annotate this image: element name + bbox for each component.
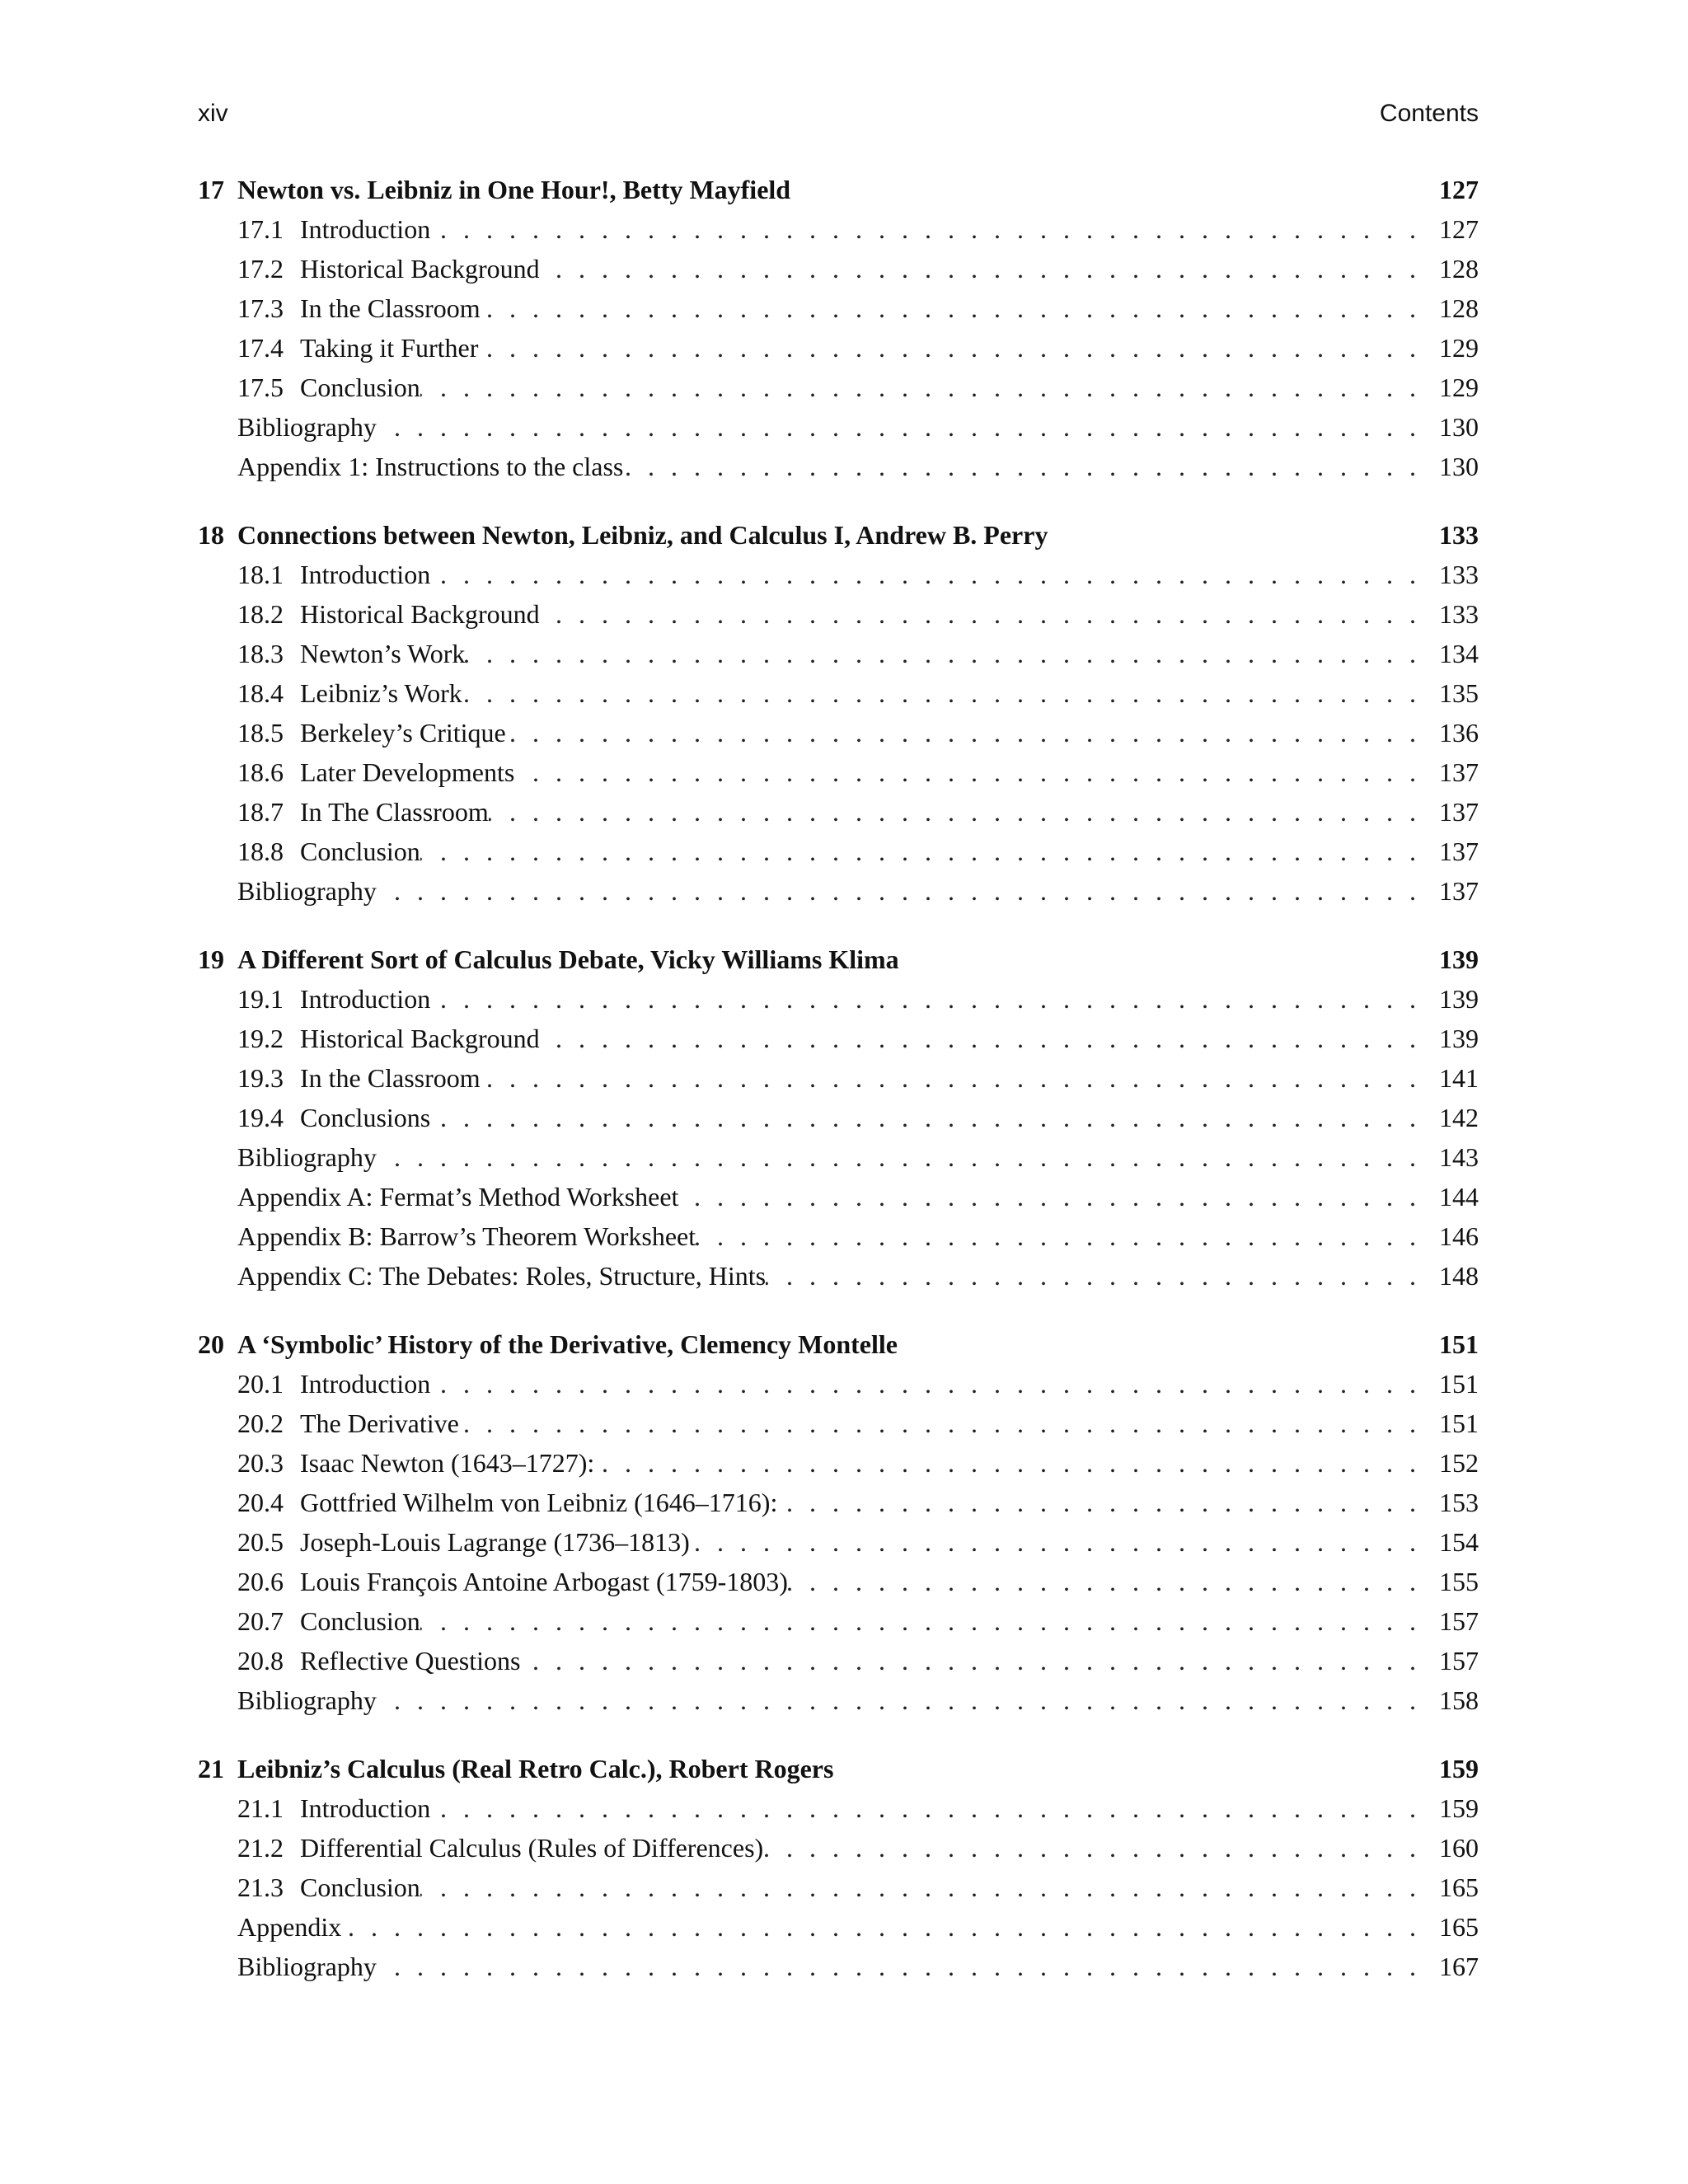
section-page-number: 133 — [1439, 560, 1479, 589]
section-page-number: 151 — [1439, 1369, 1479, 1399]
toc-entry[interactable] — [198, 1098, 1479, 1137]
section-number: 18.7 — [237, 797, 284, 827]
section-title: Berkeley’s Critique — [300, 718, 506, 748]
section-title: Appendix A: Fermat’s Method Worksheet — [237, 1182, 679, 1212]
toc-entry[interactable] — [198, 1522, 1479, 1562]
section-page-number: 165 — [1439, 1872, 1479, 1902]
dot-leader — [420, 1868, 1429, 1907]
dot-leader — [788, 1562, 1429, 1601]
chapter-page-number: 127 — [1439, 175, 1479, 204]
chapter-page-number: 133 — [1439, 520, 1479, 550]
dot-leader — [420, 368, 1429, 407]
toc-entry[interactable] — [198, 1868, 1479, 1907]
section-title: Historical Background — [300, 599, 540, 629]
section-title: Conclusion — [300, 837, 420, 866]
section-page-number: 155 — [1439, 1567, 1479, 1596]
chapter-number: 20 — [198, 1329, 224, 1359]
toc-entry[interactable] — [198, 1680, 1479, 1720]
section-title: Introduction — [300, 1369, 431, 1399]
page-header — [198, 97, 1479, 130]
section-number: 20.5 — [237, 1527, 284, 1557]
section-page-number: 157 — [1439, 1606, 1479, 1636]
chapter-number: 18 — [198, 520, 224, 550]
dot-leader — [377, 871, 1429, 911]
section-page-number: 165 — [1439, 1912, 1479, 1942]
toc-entry[interactable] — [198, 1058, 1479, 1098]
section-page-number: 130 — [1439, 452, 1479, 481]
section-page-number: 134 — [1439, 639, 1479, 668]
section-title: Bibliography — [237, 412, 377, 442]
toc-entry[interactable] — [198, 555, 1479, 594]
toc-entry[interactable] — [198, 673, 1479, 713]
section-number: 20.4 — [237, 1488, 284, 1517]
toc-entry[interactable] — [198, 1137, 1479, 1177]
section-page-number: 133 — [1439, 599, 1479, 629]
section-page-number: 143 — [1439, 1142, 1479, 1172]
dot-leader — [478, 328, 1429, 368]
toc-entry[interactable] — [198, 328, 1479, 368]
dot-leader — [420, 832, 1429, 871]
toc-entry[interactable] — [198, 368, 1479, 407]
section-number: 20.3 — [237, 1448, 284, 1478]
dot-leader — [540, 249, 1429, 288]
section-number: 18.1 — [237, 560, 284, 589]
toc-entry[interactable] — [198, 1177, 1479, 1216]
toc-chapter — [198, 1749, 1479, 1986]
section-number: 21.2 — [237, 1833, 284, 1863]
chapter-heading[interactable] — [198, 1324, 1479, 1364]
toc-entry[interactable] — [198, 832, 1479, 871]
toc-entry[interactable] — [198, 871, 1479, 911]
section-page-number: 135 — [1439, 678, 1479, 708]
dot-leader — [763, 1828, 1429, 1868]
section-number: 18.8 — [237, 837, 284, 866]
dot-leader — [489, 792, 1429, 832]
dot-leader — [377, 407, 1429, 447]
section-page-number: 153 — [1439, 1488, 1479, 1517]
section-title: Appendix B: Barrow’s Theorem Worksheet — [237, 1221, 696, 1251]
table-of-contents — [198, 170, 1479, 2015]
section-number: 19.4 — [237, 1103, 284, 1132]
chapter-page-number: 151 — [1439, 1329, 1479, 1359]
section-title: The Derivative — [300, 1408, 459, 1438]
dot-leader — [506, 713, 1429, 752]
toc-entry[interactable] — [198, 407, 1479, 447]
section-title: In the Classroom — [300, 1063, 481, 1093]
toc-entry[interactable] — [198, 1019, 1479, 1058]
section-title: Differential Calculus (Rules of Differences) — [300, 1833, 764, 1863]
dot-leader — [430, 979, 1429, 1019]
section-title: Taking it Further — [300, 333, 479, 363]
chapter-page-number: 139 — [1439, 944, 1479, 974]
section-title: Introduction — [300, 214, 431, 244]
dot-leader — [430, 209, 1429, 249]
dot-leader — [678, 1177, 1429, 1216]
section-number: 20.1 — [237, 1369, 284, 1399]
toc-entry[interactable] — [198, 979, 1479, 1019]
dot-leader — [696, 1216, 1429, 1256]
section-title: Introduction — [300, 1793, 431, 1823]
dot-leader — [430, 555, 1429, 594]
section-page-number: 160 — [1439, 1833, 1479, 1863]
section-title: Gottfried Wilhelm von Leibniz (1646–1716): — [300, 1488, 778, 1517]
section-number: 18.5 — [237, 718, 284, 748]
toc-entry[interactable] — [198, 1947, 1479, 1986]
section-page-number: 158 — [1439, 1685, 1479, 1715]
section-page-number: 144 — [1439, 1182, 1479, 1212]
section-page-number: 136 — [1439, 718, 1479, 748]
section-page-number: 129 — [1439, 373, 1479, 402]
section-title: Leibniz’s Work — [300, 678, 462, 708]
section-title: Conclusion — [300, 1606, 420, 1636]
toc-entry[interactable] — [198, 1364, 1479, 1404]
toc-entry[interactable] — [198, 1828, 1479, 1868]
dot-leader — [341, 1907, 1429, 1947]
section-number: 18.2 — [237, 599, 284, 629]
section-number: 18.6 — [237, 757, 284, 787]
chapter-heading[interactable] — [198, 515, 1479, 555]
dot-leader — [465, 634, 1429, 673]
dot-leader — [481, 1058, 1429, 1098]
toc-entry[interactable] — [198, 752, 1479, 792]
section-page-number: 148 — [1439, 1261, 1479, 1291]
dot-leader — [430, 1364, 1429, 1404]
dot-leader — [777, 1483, 1429, 1522]
section-number: 17.2 — [237, 254, 284, 284]
section-title: Appendix — [237, 1912, 342, 1942]
chapter-number: 19 — [198, 944, 224, 974]
section-title: Reflective Questions — [300, 1646, 521, 1675]
section-page-number: 137 — [1439, 876, 1479, 906]
section-title: Bibliography — [237, 1142, 377, 1172]
section-title: Louis François Antoine Arbogast (1759-1803) — [300, 1567, 788, 1596]
section-title: Newton’s Work — [300, 639, 466, 668]
dot-leader — [540, 1019, 1429, 1058]
dot-leader — [623, 447, 1429, 486]
section-title: Appendix C: The Debates: Roles, Structure, Hints — [237, 1261, 767, 1291]
toc-entry[interactable] — [198, 288, 1479, 328]
toc-entry[interactable] — [198, 594, 1479, 634]
toc-entry[interactable] — [198, 1907, 1479, 1947]
section-number: 20.6 — [237, 1567, 284, 1596]
section-page-number: 128 — [1439, 293, 1479, 323]
section-title: Isaac Newton (1643–1727): — [300, 1448, 595, 1478]
section-page-number: 139 — [1439, 984, 1479, 1014]
section-number: 17.4 — [237, 333, 284, 363]
dot-leader — [420, 1601, 1429, 1641]
toc-entry[interactable] — [198, 1483, 1479, 1522]
chapter-title: A ‘Symbolic’ History of the Derivative, Clemency Montelle — [237, 1329, 898, 1359]
toc-entry[interactable] — [198, 1256, 1479, 1296]
dot-leader — [481, 288, 1429, 328]
section-title: Conclusions — [300, 1103, 431, 1132]
chapter-heading[interactable] — [198, 940, 1479, 979]
section-title: Bibliography — [237, 1952, 377, 1981]
section-page-number: 142 — [1439, 1103, 1479, 1132]
toc-entry[interactable] — [198, 1443, 1479, 1483]
section-page-number: 167 — [1439, 1952, 1479, 1981]
section-title: Historical Background — [300, 254, 540, 284]
dot-leader — [459, 1404, 1429, 1443]
section-number: 18.3 — [237, 639, 284, 668]
section-number: 19.3 — [237, 1063, 284, 1093]
section-number: 21.3 — [237, 1872, 284, 1902]
dot-leader — [430, 1098, 1429, 1137]
dot-leader — [520, 1641, 1429, 1680]
toc-entry[interactable] — [198, 792, 1479, 832]
section-number: 20.2 — [237, 1408, 284, 1438]
chapter-title: A Different Sort of Calculus Debate, Vicky Williams Klima — [237, 944, 899, 974]
toc-entry[interactable] — [198, 209, 1479, 249]
chapter-heading[interactable] — [198, 170, 1479, 209]
section-title: Introduction — [300, 560, 431, 589]
section-title: Bibliography — [237, 876, 377, 906]
section-page-number: 139 — [1439, 1024, 1479, 1053]
dot-leader — [594, 1443, 1429, 1483]
toc-entry[interactable] — [198, 447, 1479, 486]
section-number: 21.1 — [237, 1793, 284, 1823]
section-title: Introduction — [300, 984, 431, 1014]
section-page-number: 128 — [1439, 254, 1479, 284]
section-title: Appendix 1: Instructions to the class — [237, 452, 624, 481]
dot-leader — [377, 1680, 1429, 1720]
section-title: Joseph-Louis Lagrange (1736–1813) — [300, 1527, 690, 1557]
section-number: 20.7 — [237, 1606, 284, 1636]
section-title: Later Developments — [300, 757, 515, 787]
toc-chapter — [198, 1324, 1479, 1720]
section-page-number: 137 — [1439, 837, 1479, 866]
section-page-number: 137 — [1439, 757, 1479, 787]
chapter-number: 21 — [198, 1754, 224, 1783]
toc-entry[interactable] — [198, 1404, 1479, 1443]
section-number: 19.2 — [237, 1024, 284, 1053]
page-number: xiv — [198, 100, 228, 127]
section-page-number: 137 — [1439, 797, 1479, 827]
section-title: In The Classroom — [300, 797, 489, 827]
section-page-number: 146 — [1439, 1221, 1479, 1251]
section-number: 17.5 — [237, 373, 284, 402]
dot-leader — [766, 1256, 1429, 1296]
section-title: Conclusion — [300, 373, 420, 402]
dot-leader — [690, 1522, 1429, 1562]
section-number: 20.8 — [237, 1646, 284, 1675]
chapter-heading[interactable] — [198, 1749, 1479, 1788]
toc-entry[interactable] — [198, 1788, 1479, 1828]
section-number: 18.4 — [237, 678, 284, 708]
dot-leader — [430, 1788, 1429, 1828]
toc-entry[interactable] — [198, 713, 1479, 752]
chapter-title: Newton vs. Leibniz in One Hour!, Betty Mayfield — [237, 175, 791, 204]
chapter-number: 17 — [198, 175, 224, 204]
dot-leader — [540, 594, 1429, 634]
chapter-page-number: 159 — [1439, 1754, 1479, 1783]
section-number: 17.3 — [237, 293, 284, 323]
section-page-number: 130 — [1439, 412, 1479, 442]
toc-chapter — [198, 170, 1479, 486]
section-page-number: 141 — [1439, 1063, 1479, 1093]
section-number: 19.1 — [237, 984, 284, 1014]
dot-leader — [462, 673, 1429, 713]
toc-entry[interactable] — [198, 1601, 1479, 1641]
section-page-number: 129 — [1439, 333, 1479, 363]
section-page-number: 152 — [1439, 1448, 1479, 1478]
section-page-number: 151 — [1439, 1408, 1479, 1438]
section-page-number: 159 — [1439, 1793, 1479, 1823]
section-title: Conclusion — [300, 1872, 420, 1902]
section-title: Bibliography — [237, 1685, 377, 1715]
toc-entry[interactable] — [198, 249, 1479, 288]
dot-leader — [377, 1947, 1429, 1986]
running-title: Contents — [1379, 100, 1479, 127]
section-title: In the Classroom — [300, 293, 481, 323]
section-page-number: 127 — [1439, 214, 1479, 244]
chapter-title: Connections between Newton, Leibniz, and Calculus I, Andrew B. Perry — [237, 520, 1048, 550]
toc-entry[interactable] — [198, 1641, 1479, 1680]
section-number: 17.1 — [237, 214, 284, 244]
toc-chapter — [198, 515, 1479, 911]
section-page-number: 154 — [1439, 1527, 1479, 1557]
dot-leader — [377, 1137, 1429, 1177]
chapter-title: Leibniz’s Calculus (Real Retro Calc.), Robert Rogers — [237, 1754, 834, 1783]
section-page-number: 157 — [1439, 1646, 1479, 1675]
toc-entry[interactable] — [198, 1216, 1479, 1256]
toc-entry[interactable] — [198, 634, 1479, 673]
dot-leader — [514, 752, 1429, 792]
toc-entry[interactable] — [198, 1562, 1479, 1601]
section-title: Historical Background — [300, 1024, 540, 1053]
toc-chapter — [198, 940, 1479, 1296]
